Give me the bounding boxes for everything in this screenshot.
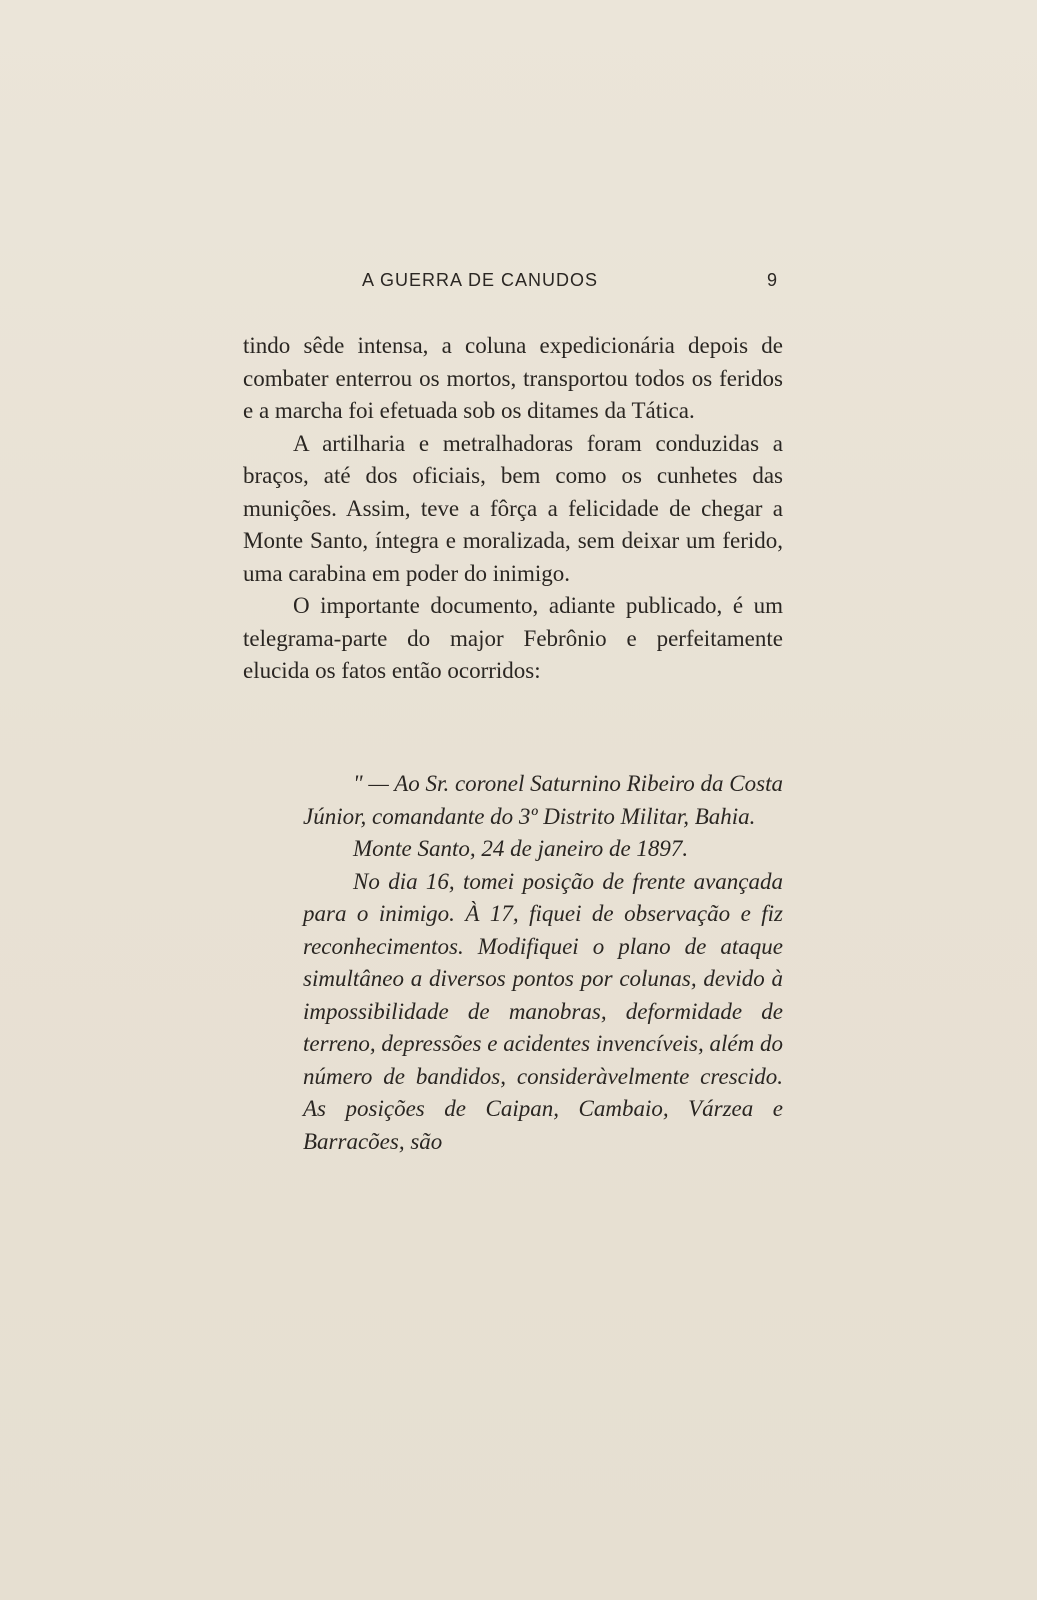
body-text xyxy=(243,330,783,688)
quote-paragraph-3: No dia 16, tomei posição de frente avançada para o inimigo. À 17, fiquei de observação e fiz reconhecimentos. Modifiquei o plano de ataque simultâneo a diversos pontos por colunas, devido à impossibilidade de manobras, deformidade de terreno, depressões e acidentes invencíveis, além do número de bandidos, consideràvelmente crescido. As posições de Caipan, Cambaio, Várzea e Barracões, são xyxy=(303,868,783,1154)
telegram-quote xyxy=(303,768,783,1158)
quote-paragraph-1: " — Ao Sr. coronel Saturnino Ribeiro da Costa Júnior, comandante do 3º Distrito Militar, Bahia. xyxy=(303,771,783,829)
paragraph-2: A artilharia e metralhadoras foram conduzidas a braços, até dos oficiais, bem como os cunhetes das munições. Assim, teve a fôrça a felicidade de chegar a Monte Santo, íntegra e moralizada, sem deixar um ferido, uma carabina em poder do inimigo. xyxy=(243,430,783,586)
running-header xyxy=(300,270,790,300)
quote-paragraph-2: Monte Santo, 24 de janeiro de 1897. xyxy=(353,836,689,861)
page-number: 9 xyxy=(766,270,778,290)
paragraph-3: O importante documento, adiante publicado, é um telegrama-parte do major Febrônio e perfeitamente elucida os fatos então ocorridos: xyxy=(243,593,783,683)
paragraph-1: tindo sêde intensa, a coluna expedicionária depois de combater enterrou os mortos, transportou todos os feridos e a marcha foi efetuada sob os ditames da Tática. xyxy=(243,333,783,423)
running-title: A GUERRA DE CANUDOS xyxy=(362,270,599,290)
